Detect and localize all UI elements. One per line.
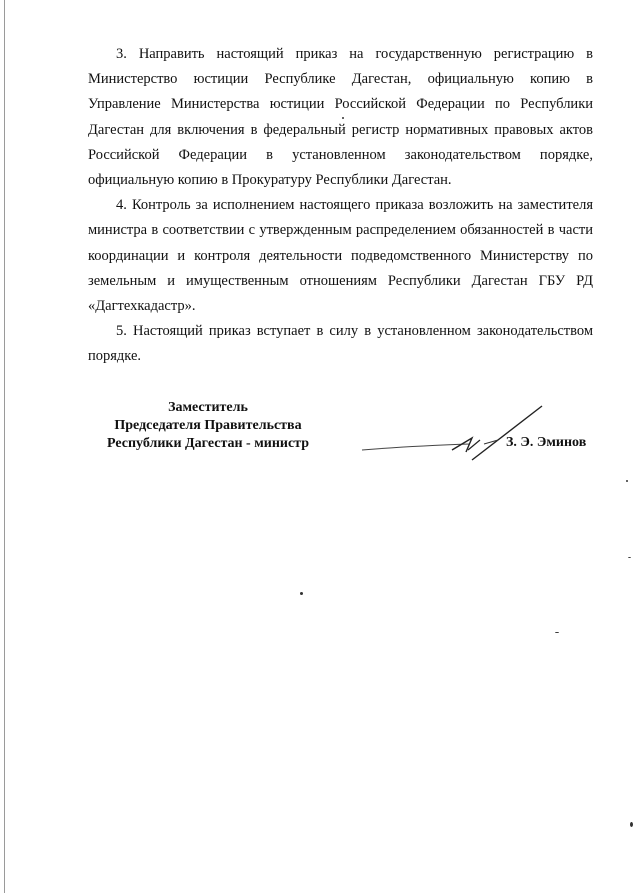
position-line-2: Председателя Правительства — [114, 418, 302, 433]
scan-speck — [300, 592, 303, 595]
signatory-position — [88, 399, 328, 453]
position-line-1: Заместитель — [168, 400, 248, 415]
scan-speck — [628, 557, 631, 558]
paragraph-3: 3. Направить настоящий приказ на государственную регистрацию в Министерство юстиции Республике Дагестан, официальную копию в Управление Министерства юстиции Российской Федерации по Республики Дагестан для включения в федеральный регистр нормативных правовых актов Российской Федерации в установленном законодательством порядке, официальную копию в Прокуратуру Республики Дагестан. — [88, 46, 593, 189]
scan-edge-line — [4, 0, 5, 893]
handwritten-signature — [360, 400, 550, 462]
signatory-name: З. Э. Эминов — [506, 435, 587, 450]
scan-speck — [626, 480, 628, 482]
scan-speck — [342, 117, 344, 119]
order-body-text — [88, 42, 593, 370]
scan-speck — [630, 822, 633, 827]
position-line-3: Республики Дагестан - министр — [106, 436, 309, 451]
scan-speck — [555, 632, 559, 633]
paragraph-4: 4. Контроль за исполнением настоящего приказа возложить на заместителя министра в соответствии с утвержденным распределением обязанностей в части координации и контроля деятельности подведомственного Министерству по земельным и имущественным отношениям Республики Дагестан ГБУ РД «Дагтехкадастр». — [88, 197, 593, 315]
paragraph-5: 5. Настоящий приказ вступает в силу в установленном законодательством порядке. — [88, 323, 593, 365]
